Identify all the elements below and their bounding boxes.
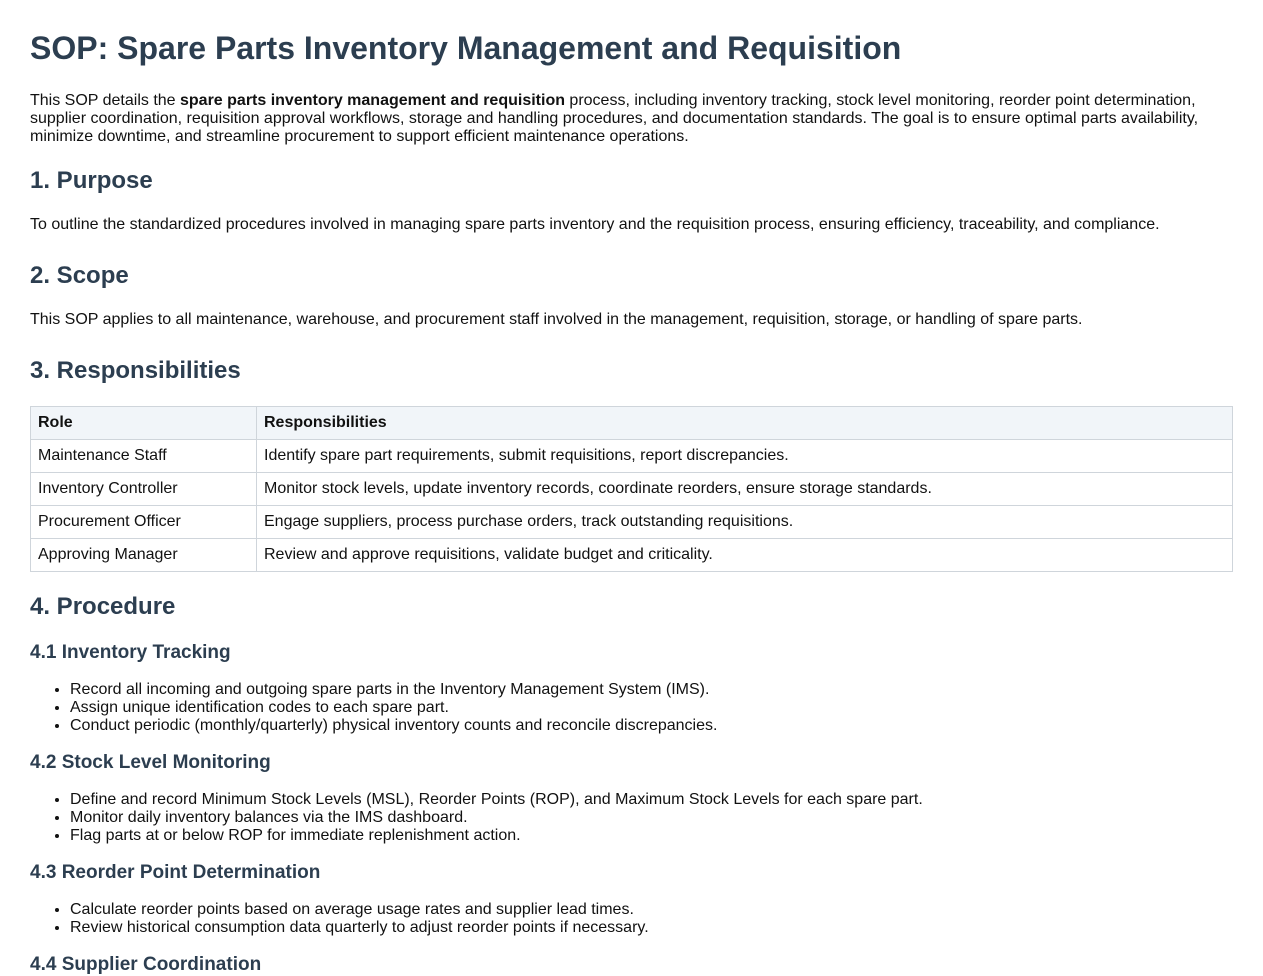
page-title: SOP: Spare Parts Inventory Management and Requisition — [30, 30, 902, 66]
table-row — [31, 539, 1233, 572]
intro-text-end: process, including inventory tracking, stock level monitoring, reorder point determination, supplier coordination, requisition approval workflows, storage and handling procedures, and documentation standards. The goal is to ensure optimal parts availability, minimize downtime, and streamline procurement to support efficient maintenance operations. — [30, 92, 1199, 145]
intro-bold-text: spare parts inventory management and requisition — [180, 92, 565, 109]
inventory-tracking-heading: 4.1 Inventory Tracking — [30, 642, 231, 663]
reorder-point-heading: 4.3 Reorder Point Determination — [30, 862, 321, 883]
role-cell: Maintenance Staff — [31, 440, 257, 473]
list-item: • Monitor daily inventory balances via the IMS dashboard. — [70, 809, 1233, 827]
table-header-row — [31, 407, 1233, 440]
list-item: • Calculate reorder points based on average usage rates and supplier lead times. — [70, 901, 1233, 919]
purpose-text: To outline the standardized procedures involved in managing spare parts inventory and the requisition process, ensuring efficiency, traceability, and compliance. — [30, 216, 1160, 233]
responsibility-cell: Review and approve requisitions, validate budget and criticality. — [257, 539, 1233, 572]
table-row — [31, 440, 1233, 473]
role-cell: Procurement Officer — [31, 506, 257, 539]
role-cell: Approving Manager — [31, 539, 257, 572]
table-row — [31, 473, 1233, 506]
stock-level-monitoring-list — [30, 791, 1233, 845]
list-item: • Define and record Minimum Stock Levels (MSL), Reorder Points (ROP), and Maximum Stock Levels for each spare part. — [70, 791, 1233, 809]
list-item: • Review historical consumption data quarterly to adjust reorder points if necessary. — [70, 919, 1233, 937]
list-item: • Conduct periodic (monthly/quarterly) physical inventory counts and reconcile discrepancies. — [70, 717, 1233, 735]
responsibilities-heading: 3. Responsibilities — [30, 357, 241, 384]
responsibility-cell: Engage suppliers, process purchase orders, track outstanding requisitions. — [257, 506, 1233, 539]
list-item: • Assign unique identification codes to each spare part. — [70, 699, 1233, 717]
inventory-tracking-list — [30, 681, 1233, 735]
scope-text: This SOP applies to all maintenance, warehouse, and procurement staff involved in the management, requisition, storage, or handling of spare parts. — [30, 311, 1083, 328]
supplier-coordination-heading: 4.4 Supplier Coordination — [30, 954, 262, 975]
purpose-heading: 1. Purpose — [30, 167, 153, 194]
intro-text-start: This SOP details the — [30, 92, 180, 109]
responsibilities-table — [30, 406, 1233, 572]
list-item: • Flag parts at or below ROP for immediate replenishment action. — [70, 827, 1233, 845]
column-header-role: Role — [31, 407, 257, 440]
procedure-heading: 4. Procedure — [30, 593, 176, 620]
stock-level-monitoring-heading: 4.2 Stock Level Monitoring — [30, 752, 271, 773]
responsibility-cell: Identify spare part requirements, submit requisitions, report discrepancies. — [257, 440, 1233, 473]
scope-heading: 2. Scope — [30, 262, 129, 289]
list-item: • Record all incoming and outgoing spare parts in the Inventory Management System (IMS). — [70, 681, 1233, 699]
responsibility-cell: Monitor stock levels, update inventory records, coordinate reorders, ensure storage standards. — [257, 473, 1233, 506]
reorder-point-list — [30, 901, 1233, 937]
role-cell: Inventory Controller — [31, 473, 257, 506]
intro-paragraph — [30, 92, 1233, 146]
table-row — [31, 506, 1233, 539]
column-header-responsibilities: Responsibilities — [257, 407, 1233, 440]
